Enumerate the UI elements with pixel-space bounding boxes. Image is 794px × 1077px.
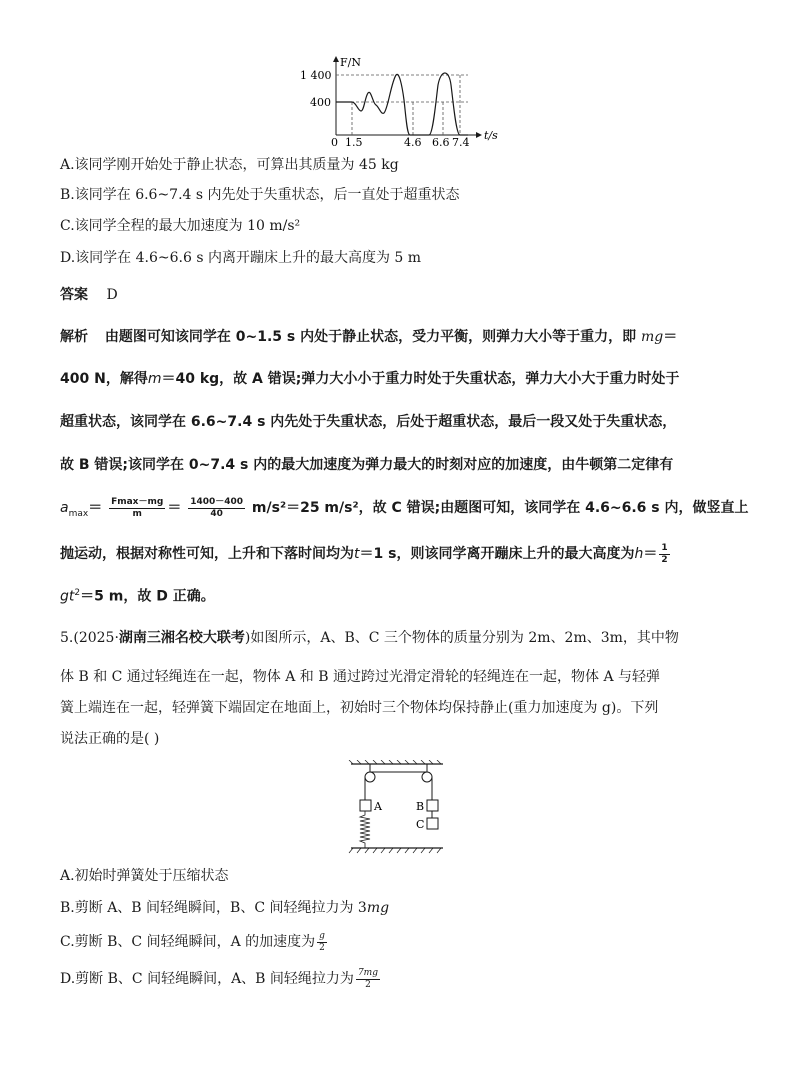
q5-option-b [60,898,389,918]
analysis-l2-a: 400 N，解得 [60,371,148,387]
analysis-line-3: 超重状态，该同学在 6.6~7.4 s 内先处于失重状态，后处于超重状态，最后一段又处于失重状态， [60,414,677,430]
analysis-l1-mg: mg [640,329,664,345]
analysis-l6-h: h [634,546,644,562]
q4-option-c: C.该同学全程的最大加速度为 10 m/s² [60,218,301,234]
y-tick-400: 400 [310,96,331,109]
analysis-line-6 [60,541,672,567]
analysis-line-1 [60,327,677,347]
pulley-left [365,772,375,782]
analysis-l7-rest: ＝5 m，故 D 正确。 [80,588,215,605]
analysis-l2-b: ＝40 kg，故 A 错误;弹力大小小于重力时处于失重状态，弹力大小大于重力时处于 [161,371,680,387]
analysis-l1-eq: ＝ [663,329,678,345]
fraction-half [659,543,669,566]
x-tick-66: 6.6 [432,136,450,147]
spring [360,811,370,848]
analysis-l1-text: 由题图可知该同学在 0~1.5 s 内处于静止状态，受力平衡，则弹力大小等于重力，即 [104,329,637,345]
analysis-l5-a: a [60,500,69,516]
q5-line-1 [60,628,679,648]
q5-l1-rest: )如图所示，A、B、C 三个物体的质量分别为 2m、2m、3m，其中物 [244,630,679,646]
q5-option-d-num: 7mg [357,967,378,978]
answer-line [60,285,118,305]
fraction-1-den: m [132,508,142,519]
analysis-l5-eq2: ＝ [167,500,182,516]
answer-label: 答案 [60,287,88,303]
analysis-l6-a: 抛运动，根据对称性可知，上升和下落时间均为 [60,546,354,562]
analysis-l6-t: t [354,546,360,562]
q5-prefix: 5.(2025· [60,630,119,646]
q5-line-4: 说法正确的是( ) [60,731,160,747]
q5-line-2: 体 B 和 C 通过轻绳连在一起，物体 A 和 B 通过跨过光滑定滑轮的轻绳连在一起，物体 A 与轻弹 [60,669,661,685]
ground-hatch [349,848,441,853]
q5-option-b-mg: mg [366,900,390,916]
q5-option-d-den: 2 [365,979,371,990]
analysis-l7-g: gt [60,588,75,605]
q4-option-a: A.该同学刚开始处于静止状态，可算出其质量为 45 kg [60,157,399,173]
analysis-l6-b: ＝1 s，则该同学离开蹦床上升的最大高度为 [359,546,635,562]
pulley-figure [345,760,455,860]
fraction-half-num: 1 [661,542,668,553]
block-a [360,800,371,811]
analysis-l5-sub: max [68,508,89,519]
analysis-line-7 [60,583,215,607]
x-axis-label: t/s [484,129,498,142]
analysis-l2-m: m [147,371,162,387]
q5-option-c-den: 2 [319,942,325,953]
q4-option-d: D.该同学在 4.6~6.6 s 内离开蹦床上升的最大高度为 5 m [60,250,422,266]
q5-option-d-text: D.剪断 B、C 间轻绳瞬间，A、B 间轻绳拉力为 [60,971,354,987]
block-b [427,800,438,811]
q5-option-c [60,929,329,955]
q5-option-c-text: C.剪断 B、C 间轻绳瞬间，A 的加速度为 [60,934,316,950]
block-c [427,818,438,829]
q5-option-d-frac [356,968,380,991]
fraction-2-den: 40 [210,508,223,519]
analysis-l6-eq: ＝ [643,546,658,562]
x-tick-15: 1.5 [345,136,363,147]
y-axis-arrow [333,56,339,62]
fraction-1 [109,497,165,520]
q5-line-3: 簧上端连在一起，轻弹簧下端固定在地面上，初始时三个物体均保持静止(重力加速度为 g)。下列 [60,700,659,716]
analysis-line-5 [60,495,749,527]
x-tick-74: 7.4 [452,136,470,147]
x-tick-46: 4.6 [404,136,422,147]
fraction-2-num: 1400－400 [190,496,244,507]
q5-option-c-frac [317,931,327,954]
block-c-label: C [416,818,425,831]
analysis-l5-eq: ＝ [88,500,103,516]
q5-option-a: A.初始时弹簧处于压缩状态 [60,868,229,884]
q5-option-c-num: g [319,930,325,941]
x-tick-0: 0 [331,136,338,147]
block-b-label: B [416,800,425,813]
fraction-1-num: Fmax－mg [111,496,164,507]
analysis-l5-mid: m/s²＝25 m/s²，故 C 错误;由题图可知，该同学在 4.6~6.6 s 内，做竖直上 [251,500,749,516]
q4-option-b: B.该同学在 6.6~7.4 s 内先处于失重状态，后一直处于超重状态 [60,187,460,203]
block-a-label: A [374,800,382,813]
analysis-l7-sup: 2 [74,588,81,598]
q5-option-d [60,966,382,992]
analysis-line-2 [60,369,679,389]
y-tick-1400: 1 400 [300,69,332,82]
y-axis-label: F/N [340,56,361,69]
fraction-2 [188,497,245,520]
analysis-label: 解析 [60,329,88,345]
force-curve [336,73,468,135]
force-time-graph [300,55,520,147]
x-axis-arrow [476,132,482,138]
fraction-half-den: 2 [661,554,668,565]
q5-option-b-text: B.剪断 A、B 间轻绳瞬间，B、C 间轻绳拉力为 3 [60,900,367,916]
pulley-right [422,772,432,782]
answer-value: D [106,287,118,303]
analysis-line-4: 故 B 错误;该同学在 0~7.4 s 内的最大加速度为弹力最大的时刻对应的加速度，由牛顿第二定律有 [60,457,674,473]
q5-source: 湖南三湘名校大联考 [118,630,245,646]
